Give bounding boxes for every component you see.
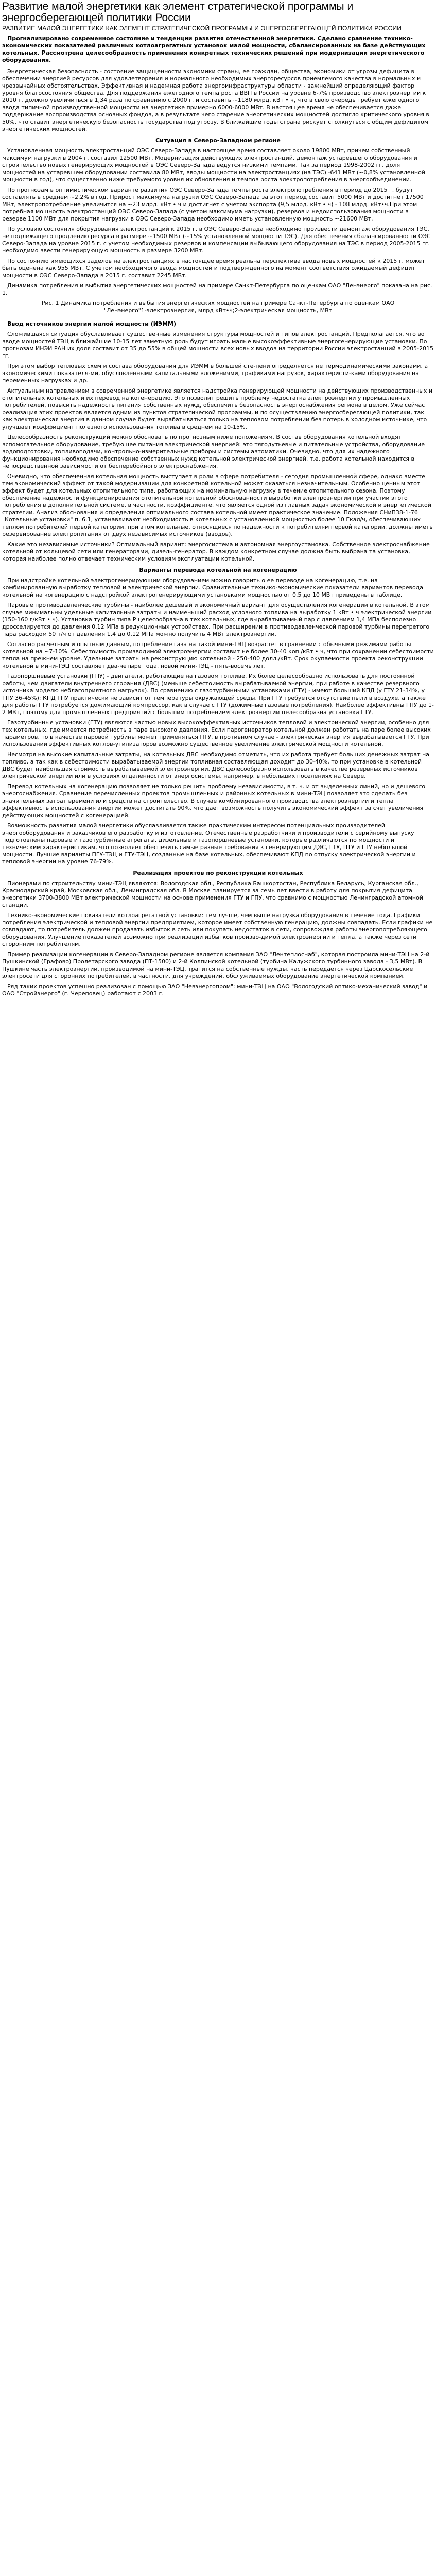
section1-paragraph: По прогнозам в оптимистическом варианте развития ОЭС Северо-Запада темпы роста электропотребления в период до 2015 г. будут составлять в среднем ~2,2% в год. Прирост максимума нагрузки ОЭС Северо-Запада за этот период составит 5000 МВт и достигнет 17500 МВт, электропотребление увеличится на ~23 млрд. кВт • ч и достигнет с учетом экспорта (9,5 млрд. кВт • ч) - 108 млрд. кВт•ч.При этом потребная мощность электростанций ОЭС Северо-Запада (с учетом максимума нагрузки), резервов и недоиспользования мощности в резерве 1100 МВт для покрытия нагрузки в ОЭС Северо-Запада необходимо иметь установленную мощность ~21600 МВт. [2, 187, 424, 222]
section3-paragraph: Несмотря на высокие капитальные затраты, на котельных ДВС необходимо отметить, что их работа требует больших денежных затрат на топливо, а так как в себестоимости вырабатываемой энергии топливная составляющая доходит до 30-40%, то при установке в котельной ДВС будет наибольшая стоимость вырабатываемой электроэнергии. ДВС целесообразно использовать в качестве резервных источников электрической энергии или в условиях отдаленности от энергосистемы, например, в небольших поселениях на Севере. [2, 751, 429, 779]
section3-paragraph: Газопоршневые установки (ГПУ) - двигатели, работающие на газовом топливе. Их более целесообразно использовать для постоянной работы, чем двигатели внутреннего сгорания (ДВС) (меньше себестоимость вырабатываемой энергии, при работе в качестве резервного источника моделю неблагоприятного нагрузок). По сравнению с газотурбинными установками (ГТУ) - имеют больший КПД (у ГТУ 21-34%, у ГПУ 36-45%); КПД ГПУ практически не зависит от температуры окружающей среды. При ГТУ требуется отсутствие пыли в воздухе, а также для работы ГТУ потребуется дожимающий компрессор, как в случае с ГТУ (дожимные газовые потребления). Наиболее эффективны ГПУ до 1-2 МВт, поэтому для промышленных предприятий с большим потреблением электроэнергии целесообразна установка ГТУ. [2, 673, 434, 716]
section4-paragraph: Ряд таких проектов успешно реализован с помощью ЗАО "Невэнергопром": мини-ТЭЦ на ОАО "Вологодский оптико-механический завод" и ОАО "Стройэнерго" (г. Череповец) работают с 2003 г. [2, 983, 428, 997]
article-abstract: Прогнализировано современное состояние и тенденции развития отечественной энергетики. Сделано сравнение технико-экономических показателей различных котлоагрегатных установок малой мощности, сбалансированных на базе действующих котельных. Рассмотрена целесообразность применения конкретных технических решений при модернизации энергетического оборудования. [2, 35, 426, 63]
section-heading-northwest: Ситуация в Северо-Западном регионе [155, 137, 281, 144]
section1-paragraph: По состоянию имеющихся заделов на электростанциях в настоящее время реальна перспектива ввода новых мощностей к 2015 г. может быть оценена как 955 МВт. С учетом необходимого ввода мощностей и подтвержденного на момент соответствия ожидаемый дефицит мощности в ОЭС Северо-Запада в 2015 г. составит 2245 МВт. [2, 258, 425, 279]
section-heading-projects: Реализация проектов по реконструкции котельных [133, 870, 303, 876]
section4-paragraph: Технико-экономические показатели котлоагрегатной установки: тем лучше, чем выше нагрузка оборудования в течение года. Графики потребления электрической и тепловой энергии предприятием, которое имеет собственную генерацию, должны совпадать. Если графики не совпадают, то потребитель должен продавать избыток в сеть или покупать недостаток в сети, сопровождая работы энергопотребляющего оборудования. Улучшение показателей возможно при реализации избытков произво-димой электроэнергии и тепла, а также через сети сторонним потребителям. [2, 912, 433, 947]
section2-paragraph: При этом выбор тепловых схем и состава оборудования для ИЭММ в большей сте-пени определяется не термодинамическими законами, а экономическими показателя-ми, обусловленными капитальными вложениями, графиками нагрузок, характеристи-ками оборудования на переменных нагрузках и др. [2, 363, 428, 384]
section1-paragraph: По условию состояния оборудования электростанций к 2015 г. в ОЭС Северо-Запада необходимо произвести демонтаж оборудования ТЭС, не подлежащего продлению ресурса в размере ~1500 МВт (~15% установленной мощности ТЭС). Для обеспечения сбалансированности ОЭС Северо-Запада на уровне 2015 г. с учетом необходимых резервов и компенсации выбывающего оборудования на ТЭС в период 2005-2015 гг. необходимо ввести генерирующую мощность в размере 3200 МВт. [2, 226, 431, 254]
section3-paragraph: При надстройке котельной электрогенерирующим оборудованием можно говорить о ее переводе на когенерацию, т.е. на комбинированную выработку тепловой и электрической энергии. Сравнительные технико-экономические показатели вариантов перевода котельной на когенерацию с надстройкой электрогенерирующими установками мощностью от 0,5 до 10 МВт приведены в таблице. [2, 577, 424, 598]
section3-paragraph: Перевод котельных на когенерацию позволяет не только решить проблему независимости, в т. ч. и от выделенных линий, но и дешевого энергоснабжения. Сравнение перечисленных проектов промышленных и районных котельных в мини-ТЭЦ позволяет это сделать без значительных затрат времени или средств на строительство. В случае комбинированного производства электроэнергии и тепла эффективность использования энергии может достигать 90%, что дает возможность получить экономический эффект за счет увеличения действующих мощностей с когенерацией. [2, 783, 426, 819]
section3-paragraph: Согласно расчетным и опытным данным, потребление газа на такой мини-ТЭЦ возрастет в сравнении с обычными режимами работы котельной на ~7-10%. Себестоимость производимой электроэнергии составит не более 30-40 коп./кВт • ч, что при сохранении себестоимости тепла на прежнем уровне. Удельные затраты на реконструкцию котельной - 250-400 долл./кВт. Срок окупаемости проекта реконструкции котельной в мини-ТЭЦ составляет два-четыре года, новой мини-ТЭЦ - пять-восемь лет. [2, 641, 434, 669]
section2-paragraph: Актуальным направлением в современной энергетике является надстройка генерирующей мощности на действующих производственных и отопительных котельных и их перевод на когенерацию. Это позволит решить проблему недостатка электроэнергии у промышленных потребителей, повысить надежность питания собственных нужд, обеспечить безопасность энергоснабжения региона в целом. Уже сейчас реализация этих проектов является одним из пунктов стратегической программы, и по осуществлению энергосберегающей политики, так как электрическая энергия в данном случае будет вырабатываться только на тепловом потреблении без потерь в холодном источнике, что улучшает коэффициент полезного использования топлива в среднем на 10-15%. [2, 387, 433, 430]
section1-paragraph: Установленная мощность электростанций ОЭС Северо-Запада в настоящее время составляет около 19800 МВт, причем собственный максимум нагрузки в 2004 г. составил 12500 МВт. Модернизация действующих электростанций, демонтаж устаревшего оборудования и строительство новых генерирующих мощностей в ОЭС Северо-Запада ведутся низкими темпами. Так за период 1998-2002 гг. доля мощностей на устаревшем оборудовании составила 80 МВт, вводы мощности на электростанциях (на ТЭС) -641 МВт (~0,8% установленной мощности в год), что существенно ниже требуемого уровня их обновления и темпов роста электропотребления в энергообъединении. [2, 147, 425, 183]
page-subtitle: РАЗВИТИЕ МАЛОЙ ЭНЕРГЕТИКИ КАК ЭЛЕМЕНТ СТРАТЕГИЧЕСКОЙ ПРОГРАММЫ И ЭНЕРГОСБЕРЕГАЮЩЕЙ ПОЛИТИКИ РОССИИ [2, 25, 402, 32]
section-heading-small-sources: Ввод источников энергии малой мощности (ИЭММ) [7, 320, 176, 327]
figure-caption: Рис. 1 Динамика потребления и выбытия энергетических мощностей на примере Санкт-Петербурга по оценкам ОАО "Ленэнерго"1-электроэнергия, млрд кВт•ч;2-электрическая мощность, МВт [41, 300, 395, 314]
section3-paragraph: Газотурбинные установки (ГТУ) являются частью новых высокоэффективных источников тепловой и электрической энергии, особенно для тех котельных, где имеется потребность в паре высокого давления. Если парогенератор котельной должен работать на паре более высоких параметров, то в качестве паровой турбины может применяться ПТУ, в противном случае - электрическая энергия вырабатывается ГТУ. При использовании эффективных котлов-утилизаторов возможно существенное увеличение электрической мощности котельной. [2, 719, 431, 748]
article [0, 0, 436, 997]
section3-paragraph: Возможность развития малой энергетики обуславливается также практическим интересом потенциальных производителей энергооборудования и заказчиков его разработку и изготовление. Отечественные разработчики и производители с серийному выпуску подготовлены паровые и газотурбинные агрегаты, дизельные и газопоршневые установки, которые различаются по мощности и техническим характеристикам, что позволяет обеспечить самые разные требования к генерирующим ДЭС, ГТУ, ПТУ и ГТУ небольшой мощности. Лучшие варианты ПГУ-ТЭЦ и ГТУ-ТЭЦ, созданные на базе котельных, обеспечивают КПД по отпуску электрической энергии и тепловой энергии на уровне 76-79%. [2, 822, 416, 865]
section2-paragraph: Очевидно, что обеспеченная котельная мощность выступает в роли в сфере потребителя - сегодня промышленной сфере, однако вместе тем экономический эффект от такой модернизации для конкретной котельной может оказаться незначительным. Особенно ценным этот эффект будет для котельных отопительного типа, работающих на номинальную нагрузку в течение отопительного сезона. Поэтому обеспечение надежности функционирования отопительной котельной обоснованности выработки электроэнергии при участии этого потребления в дополнительной системе, в частности, коэффициенте, что является одной из главных задач экономической и энергетической стратегии. Анализ обоснования и определения оптимального состава котельной имеет практическое значение. Положения СНиП38-1-76 "Котельные установки" п. 6.1, устанавливают необходимость в котельных с установленной мощностью более 10 Гкал/ч, обеспечивающих теплом потребителей первой категории, при этом котельные, относящиеся по надежности к потребителям первой категории, должны иметь резервирование электропитания от двух независимых источников (вводов). [2, 473, 433, 537]
section-heading-cogeneration-options: Варианты перевода котельной на когенерацию [139, 567, 297, 573]
section3-paragraph: Паровые противодавленческие турбины - наиболее дешевый и экономичный вариант для осуществления когенерации в котельной. В этом случае минимальны удельные капитальные затраты и наименьший расход условного топлива на выработку 1 кВт • ч электрической энергии (150-160 г/кВт • ч). Установка турбин типа Р целесообразна в тех котельных, где вырабатываемый пар с давлением 1,4 МПа бесполезно дросселируется до давления 0,12 МПа в редукционных устройствах. При расширении в противодавленческой паровой турбины перегретого пара расходом 50 т/ч от давления 1,4 до 0,12 МПа можно получить 4 МВт электроэнергии. [2, 602, 432, 637]
intro-paragraph: Энергетическая безопасность - состояние защищенности экономики страны, ее граждан, общества, экономики от угрозы дефицита в обеспечении энергией ресурсов для удовлетворения и нормального необходимых энергоресурсов приемлемого качества в нормальных и чрезвычайных обстоятельствах. Эффективная и надежная работа энергоинфраструктуры области - важнейший определяющий фактор уровня благосостояния общества. Для поддержания ежегодного темпа роста ВВП в России на уровне 6-7% производство электроэнергии к 2010 г. должно увеличиться в 1,34 раза по сравнению с 2000 г. и составить ~1180 млрд. кВт • ч, что в свою очередь требует ежегодного ввода типичной производственной мощности на энергетике примерно 6000-6000 МВт. В настоящее время не обеспечивается даже поддержание воспроизводства основных фондов, а в результате чего старение энергетических мощностей достигло критического уровня в 50%, что ставит энергетическую безопасность государства под угрозу. В ближайшие годы страна рискует столкнуться с общим дефицитом энергетических мощностей. [2, 68, 429, 132]
section2-paragraph: Целесообразность реконструкций можно обосновать по прогнозным ниже положениям. В состав оборудования котельной входят вспомогательное оборудование, требующее питания электрической энергией: это тягодутьевые и питательные устройства, оборудование водоподготовки, топливоподачи, контрольно-измерительные приборы и системы автоматики. Очевидно, что для их надежного функционирования необходимо обеспечение собственных нужд котельной электрической энергией, т.е. работа котельной находится в непосредственной зависимости от бесперебойного электроснабжения. [2, 434, 425, 469]
section1-paragraph: Динамика потребления и выбытия энергетических мощностей на примере Санкт-Петербурга по оценкам ОАО "Ленэнерго" показана на рис. 1. [2, 282, 432, 296]
section4-paragraph: Пионерами по строительству мини-ТЭЦ являются: Вологодская обл., Республика Башкортостан, Республика Беларусь, Курганская обл., Краснодарский край, Московская обл., Ленинградская обл. В Москве планируется за семь лет ввести в работу для покрытия дефицита энергетики 3700-3800 МВт электрической мощности на основе применения ГТУ и ГПУ, что сравнимо с мощностью Ленинградской атомной станции. [2, 880, 423, 908]
page-title: Развитие малой энергетики как элемент стратегической программы и энергосберегающей политики России [2, 1, 354, 24]
section2-paragraph: Сложившаяся ситуация обуславливает существенные изменения структуры мощностей и типов электростанций. Предполагается, что во вводе мощностей ТЭЦ в ближайшие 10-15 лет заметную роль будут играть малые высокоэффективные энергогенерирующие установки. По прогнозам ИНЭИ РАН их доля составит от 35 до 55% в общей мощности всех новых вводов на территории России электростанций в 2005-2015 гг. [2, 331, 434, 359]
section4-paragraph: Пример реализации когенерации в Северо-Западном регионе является компания ЗАО "Лентеплоснаб", которая построила мини-ТЭЦ на 2-й Пушкинской (Графово) Пролетарского завода (ПТ-1500) и 2-й Колпинской котельной (турбина Калужского турбинного завода - 3,5 МВт). В Пушкине часть электроэнергии, производимой на мини-ТЭЦ, тратится на собственные нужды, часть передается через Царскосельские электросети для сторонних потребителей, в частности, для учреждений, обслуживаемых оборудование энергетической компанией. [2, 951, 430, 979]
section2-paragraph: Какие это независимые источники? Оптимальный вариант: энергосистема и автономная энергоустановка. Собственное электроснабжение котельной от кольцевой сети или генераторами, дизель-генератор. В каждом конкретном случае должна быть выбрана та установка, которая наиболее полно отвечает техническим условиям эксплуатации котельной. [2, 541, 430, 562]
